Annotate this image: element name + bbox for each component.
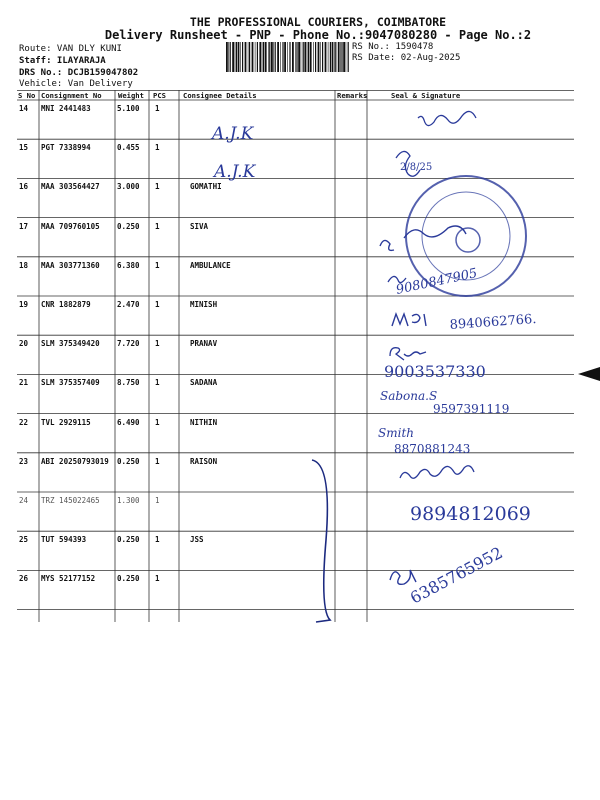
- r21-name-handwriting: Sabona.S: [380, 389, 438, 403]
- row-consignment-no: MAA 303564427: [41, 182, 100, 192]
- row-sno: 23: [19, 456, 29, 466]
- row-pcs: 1: [155, 339, 160, 349]
- row-pcs: 1: [155, 260, 160, 270]
- row-sno: 21: [19, 378, 29, 388]
- row-weight: 0.455: [117, 143, 140, 153]
- runsheet-subtitle: Delivery Runsheet - PNP - Phone No.:9047080280 - Page No.:2: [104, 28, 532, 42]
- r26-phone-handwriting: 6385765952: [406, 542, 506, 608]
- r22-phone-handwriting: 8870881243: [394, 442, 471, 456]
- row-consignee: NITHIN: [190, 417, 218, 427]
- row-pcs: 1: [155, 300, 160, 309]
- col-header-consignee: Consignee Details: [183, 91, 257, 100]
- row-sno: 14: [19, 104, 29, 113]
- r18-phone-handwriting: 9080847905: [394, 266, 479, 298]
- rs-number: RS No.: 1590478: [352, 42, 434, 52]
- row-consignment-no: TUT 594393: [41, 535, 87, 545]
- row-sno: 26: [19, 574, 29, 584]
- runsheet-table: [17, 90, 574, 622]
- row-consignment-no: TVL 2929115: [41, 417, 91, 427]
- row-weight: 8.750: [117, 378, 140, 388]
- col-header-pcs: PCS: [153, 91, 166, 100]
- drs-number: DRS No.: DCJB159047802: [19, 68, 139, 78]
- r21-phone-handwriting: 9597391119: [433, 402, 510, 416]
- row-consignee: AMBULANCE: [190, 260, 231, 270]
- row-weight: 1.300: [117, 496, 140, 505]
- row-pcs: 1: [155, 378, 160, 388]
- row-sno: 17: [19, 221, 29, 231]
- row-pcs: 1: [155, 221, 160, 231]
- row-consignee: RAISON: [190, 456, 218, 466]
- col-header-weight: Weight: [118, 91, 144, 100]
- r22-name-handwriting: Smith: [378, 426, 414, 440]
- row-consignment-no: SLM 375349420: [41, 339, 100, 349]
- row-sno: 19: [19, 300, 29, 309]
- row-consignee: GOMATHI: [190, 182, 222, 192]
- route-label: Route: VAN DLY KUNI: [19, 44, 122, 54]
- row-weight: 6.490: [117, 417, 140, 427]
- row-weight: 3.000: [117, 182, 140, 192]
- barcode-image: [226, 42, 350, 72]
- col-header-consignment: Consignment No: [41, 91, 102, 100]
- rs-date: RS Date: 02-Aug-2025: [352, 53, 461, 63]
- r24-phone-handwriting: 9894812069: [410, 503, 531, 525]
- row-consignment-no: MAA 303771360: [41, 260, 100, 270]
- col-header-seal-signature: Seal & Signature: [391, 91, 461, 100]
- row-sno: 15: [19, 143, 29, 153]
- row-consignment-no: ABI 20250793019: [41, 456, 109, 466]
- row-consignee: MINISH: [190, 300, 218, 309]
- r14-consignee-handwriting: A.J.K: [212, 124, 254, 144]
- row-consignment-no: TRZ 145022465: [41, 496, 100, 505]
- page-edge-marker-icon: [578, 366, 600, 382]
- row-sno: 24: [19, 496, 29, 505]
- row-sno: 20: [19, 339, 29, 349]
- staff-label: Staff: ILAYARAJA: [19, 56, 106, 66]
- row-weight: 2.470: [117, 300, 140, 309]
- r19-phone-handwriting: 8940662766.: [449, 311, 537, 333]
- row-consignee: PRANAV: [190, 339, 218, 349]
- row-pcs: 1: [155, 104, 160, 113]
- row-pcs: 1: [155, 417, 160, 427]
- row-weight: 7.720: [117, 339, 140, 349]
- row-pcs: 1: [155, 574, 160, 584]
- col-header-sno: S No: [18, 91, 36, 100]
- row-consignment-no: PGT 7338994: [41, 143, 91, 153]
- r20-phone-handwriting: 9003537330: [384, 362, 486, 381]
- row-pcs: 1: [155, 143, 160, 153]
- row-sno: 16: [19, 182, 29, 192]
- row-consignee: SADANA: [190, 378, 218, 388]
- row-weight: 6.380: [117, 260, 140, 270]
- row-consignment-no: SLM 375357409: [41, 378, 100, 388]
- r15-consignee-handwriting: A.J.K: [214, 162, 256, 182]
- row-consignment-no: MAA 709760105: [41, 221, 100, 231]
- col-header-remarks: Remarks: [337, 91, 368, 100]
- row-sno: 18: [19, 260, 29, 270]
- company-title: THE PROFESSIONAL COURIERS, COIMBATORE: [189, 15, 447, 29]
- row-consignment-no: MYS 52177152: [41, 574, 96, 584]
- row-consignment-no: CNR 1882879: [41, 300, 91, 309]
- row-sno: 25: [19, 535, 29, 545]
- row-pcs: 1: [155, 456, 160, 466]
- row-weight: 0.250: [117, 535, 140, 545]
- row-consignee: JSS: [190, 535, 204, 545]
- row-weight: 0.250: [117, 456, 140, 466]
- vehicle-label: Vehicle: Van Delivery: [19, 79, 133, 89]
- row-pcs: 1: [155, 182, 160, 192]
- row-consignee: SIVA: [190, 221, 209, 231]
- row-weight: 0.250: [117, 221, 140, 231]
- row-pcs: 1: [155, 535, 160, 545]
- row-weight: 5.100: [117, 104, 140, 113]
- row-pcs: 1: [155, 496, 160, 505]
- row-sno: 22: [19, 417, 29, 427]
- row-weight: 0.250: [117, 574, 140, 584]
- r15-date-handwriting: 2/8/25: [400, 162, 433, 173]
- row-consignment-no: MNI 2441483: [41, 104, 91, 113]
